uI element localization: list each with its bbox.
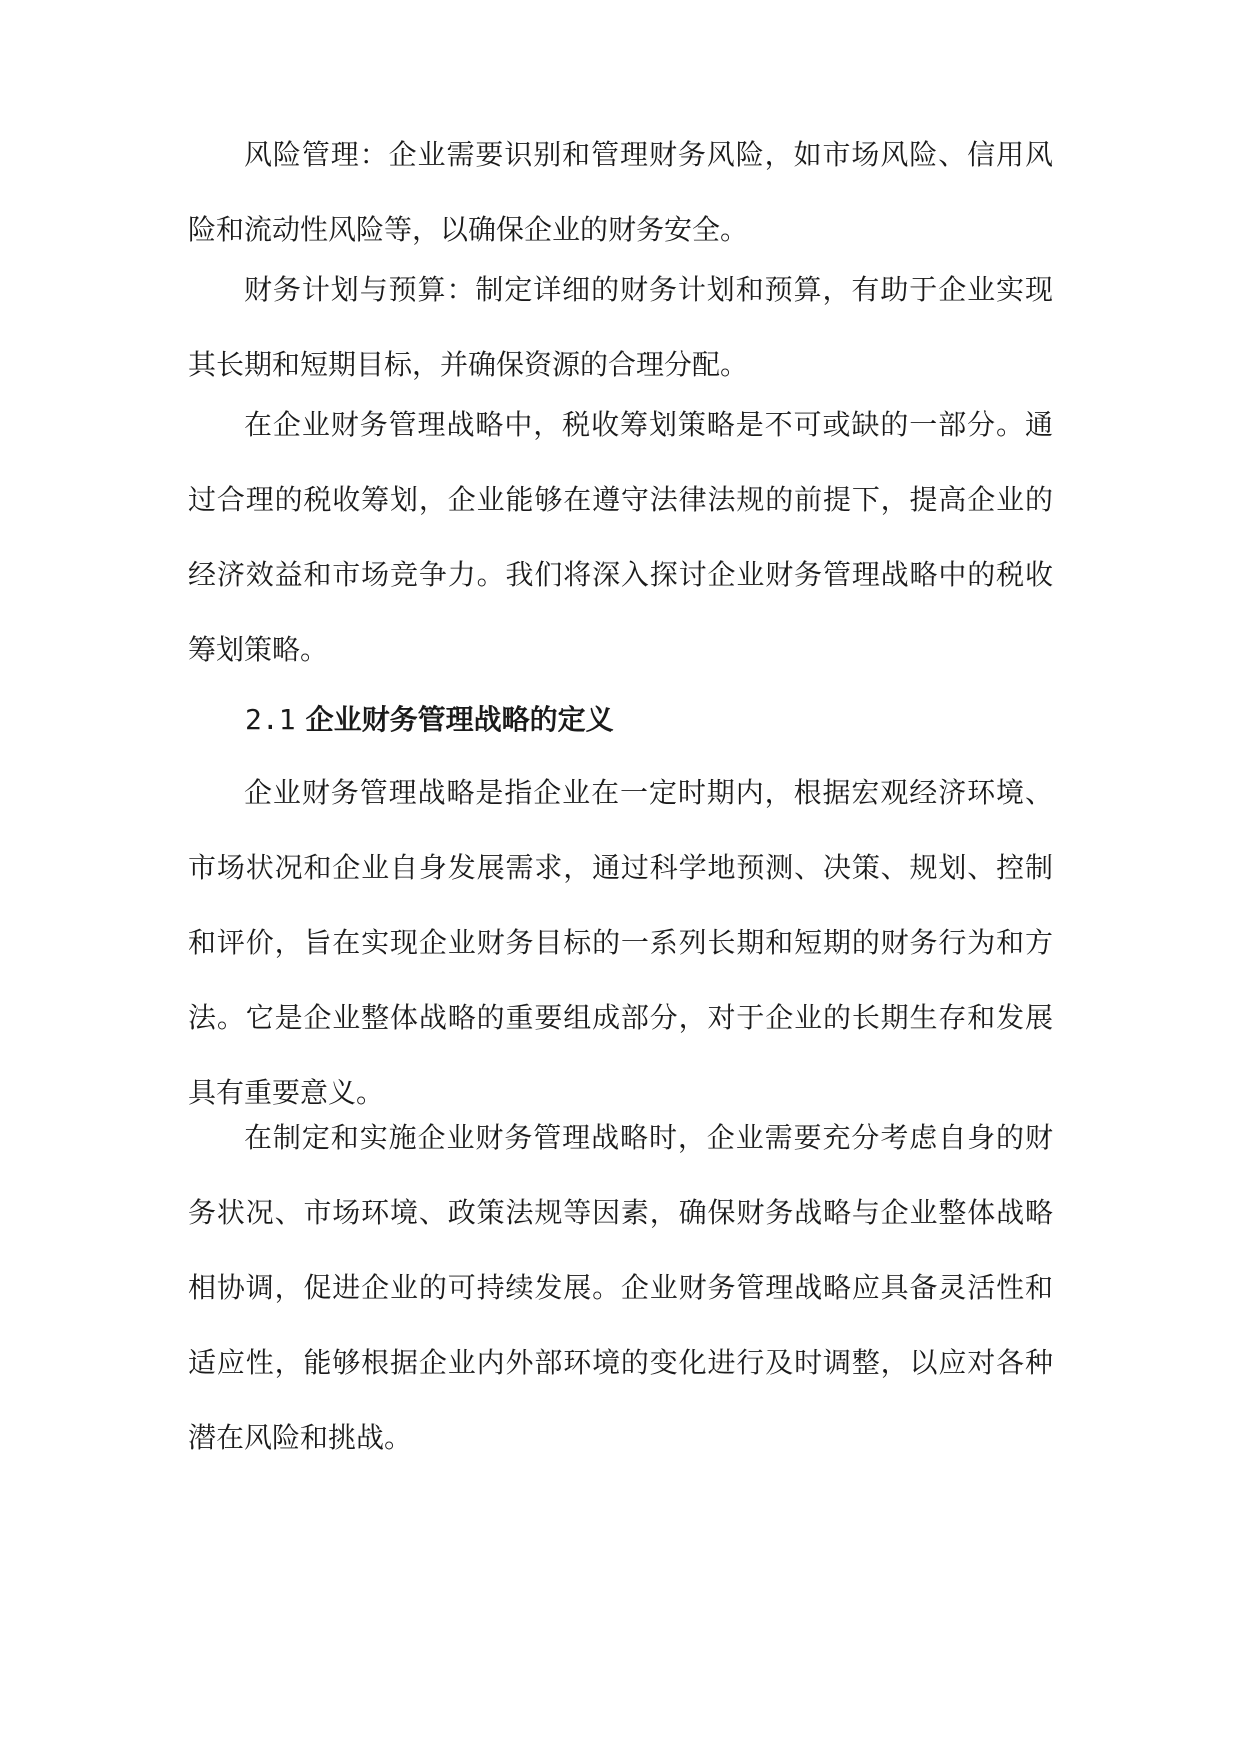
paragraph-risk-management: 风险管理：企业需要识别和管理财务风险，如市场风险、信用风险和流动性风险等，以确保企业的财务安全。 [188,138,1053,246]
paragraph-strategy-implementation: 在制定和实施企业财务管理战略时，企业需要充分考虑自身的财务状况、市场环境、政策法规等因素，确保财务战略与企业整体战略相协调，促进企业的可持续发展。企业财务管理战略应具备灵活性和适应性，能够根据企业内外部环境的变化进行及时调整，以应对各种潜在风险和挑战。 [188,1121,1053,1454]
section-title: 企业财务管理战略的定义 [305,703,614,736]
section-number: 2.1 [245,703,296,736]
paragraph-tax-planning-intro: 在企业财务管理战略中，税收筹划策略是不可或缺的一部分。通过合理的税收筹划，企业能够在遵守法律法规的前提下，提高企业的经济效益和市场竞争力。我们将深入探讨企业财务管理战略中的税收筹划策略。 [188,408,1053,666]
section-heading [245,700,1045,740]
paragraph-financial-planning: 财务计划与预算：制定详细的财务计划和预算，有助于企业实现其长期和短期目标，并确保资源的合理分配。 [188,273,1053,381]
paragraph-strategy-definition: 企业财务管理战略是指企业在一定时期内，根据宏观经济环境、市场状况和企业自身发展需求，通过科学地预测、决策、规划、控制和评价，旨在实现企业财务目标的一系列长期和短期的财务行为和方法。它是企业整体战略的重要组成部分，对于企业的长期生存和发展具有重要意义。 [188,776,1053,1109]
